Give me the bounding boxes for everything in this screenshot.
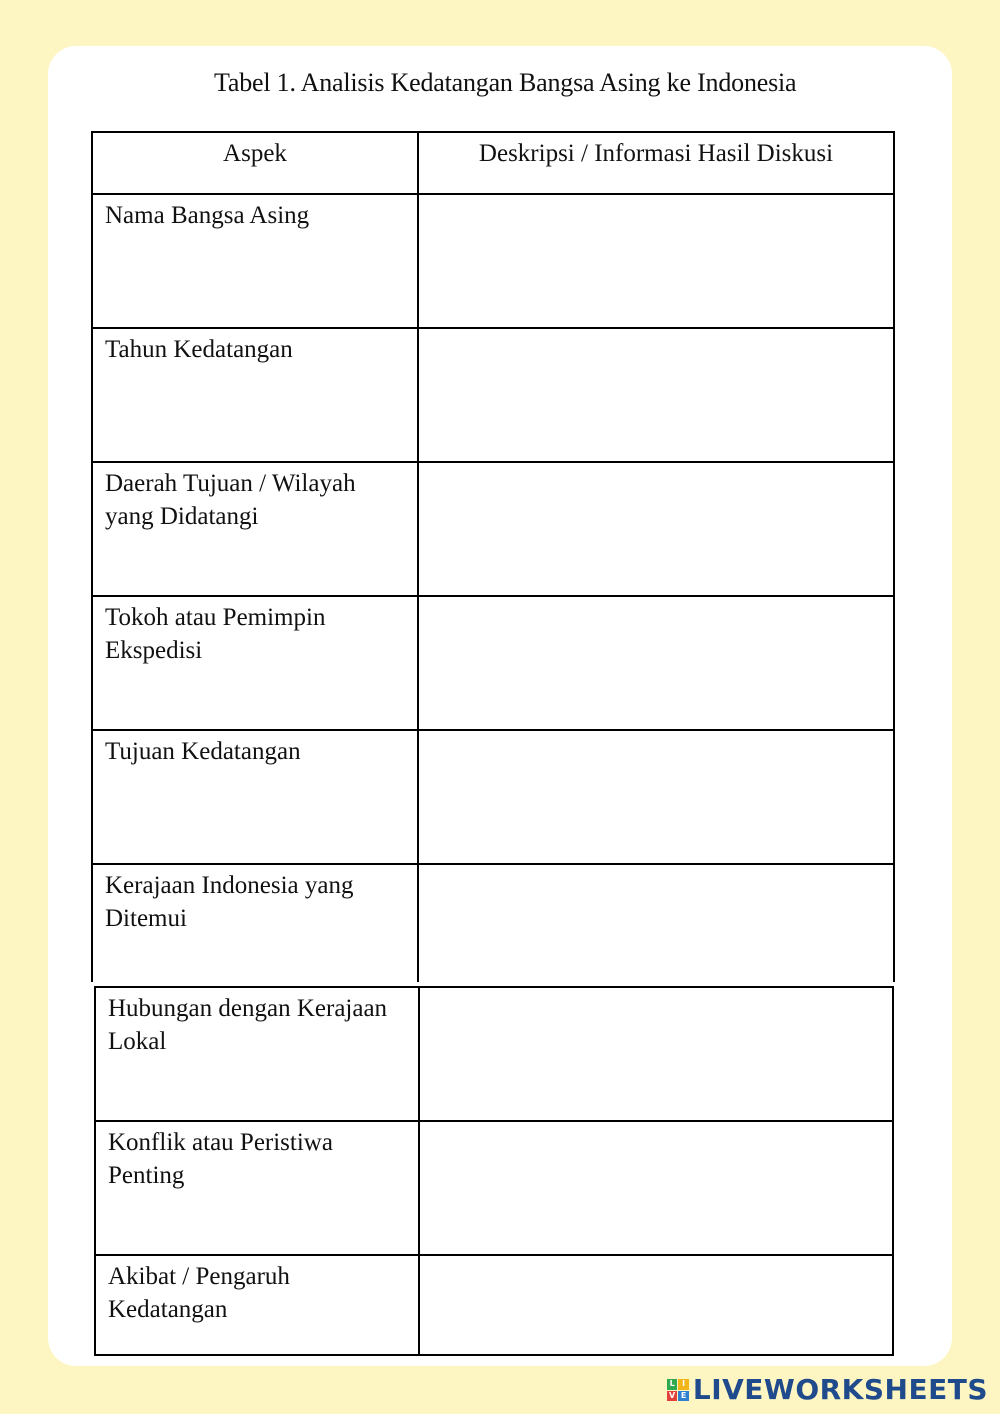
aspect-cell: Daerah Tujuan / Wilayah yang Didatangi [92, 462, 418, 596]
answer-cell[interactable] [419, 1255, 893, 1355]
table-row [92, 730, 894, 864]
aspect-cell: Tahun Kedatangan [92, 328, 418, 462]
aspect-cell: Hubungan dengan Kerajaan Lokal [95, 987, 419, 1121]
answer-cell[interactable] [418, 328, 894, 462]
logo-mark-e: E [678, 1391, 689, 1402]
table-row [95, 1121, 893, 1255]
answer-cell[interactable] [418, 596, 894, 730]
answer-cell[interactable] [419, 987, 893, 1121]
header-aspect: Aspek [92, 132, 418, 194]
logo-mark-v: V [667, 1391, 678, 1402]
table-row [92, 328, 894, 462]
table-row [95, 987, 893, 1121]
header-description: Deskripsi / Informasi Hasil Diskusi [418, 132, 894, 194]
table-row [92, 194, 894, 328]
table-row [92, 596, 894, 730]
table-title: Tabel 1. Analisis Kedatangan Bangsa Asing ke Indonesia [214, 68, 797, 97]
aspect-cell: Tokoh atau Pemimpin Ekspedisi [92, 596, 418, 730]
aspect-cell: Tujuan Kedatangan [92, 730, 418, 864]
analysis-table-part-2 [94, 986, 894, 1356]
answer-cell[interactable] [418, 864, 894, 982]
liveworksheets-logo[interactable] [667, 1374, 988, 1406]
answer-cell[interactable] [418, 730, 894, 864]
aspect-cell: Nama Bangsa Asing [92, 194, 418, 328]
logo-text: LIVEWORKSHEETS [692, 1373, 988, 1406]
logo-mark-i: I [678, 1379, 689, 1390]
aspect-cell: Akibat / Pengaruh Kedatangan [95, 1255, 419, 1355]
table-header-row [92, 132, 894, 194]
table-row [92, 864, 894, 982]
logo-mark-l: L [667, 1379, 678, 1390]
analysis-table-part-1 [91, 131, 895, 982]
aspect-cell: Kerajaan Indonesia yang Ditemui [92, 864, 418, 982]
table-row [95, 1255, 893, 1355]
table-row [92, 462, 894, 596]
answer-cell[interactable] [418, 462, 894, 596]
liveworksheets-logo-icon [667, 1379, 689, 1401]
answer-cell[interactable] [418, 194, 894, 328]
aspect-cell: Konflik atau Peristiwa Penting [95, 1121, 419, 1255]
answer-cell[interactable] [419, 1121, 893, 1255]
